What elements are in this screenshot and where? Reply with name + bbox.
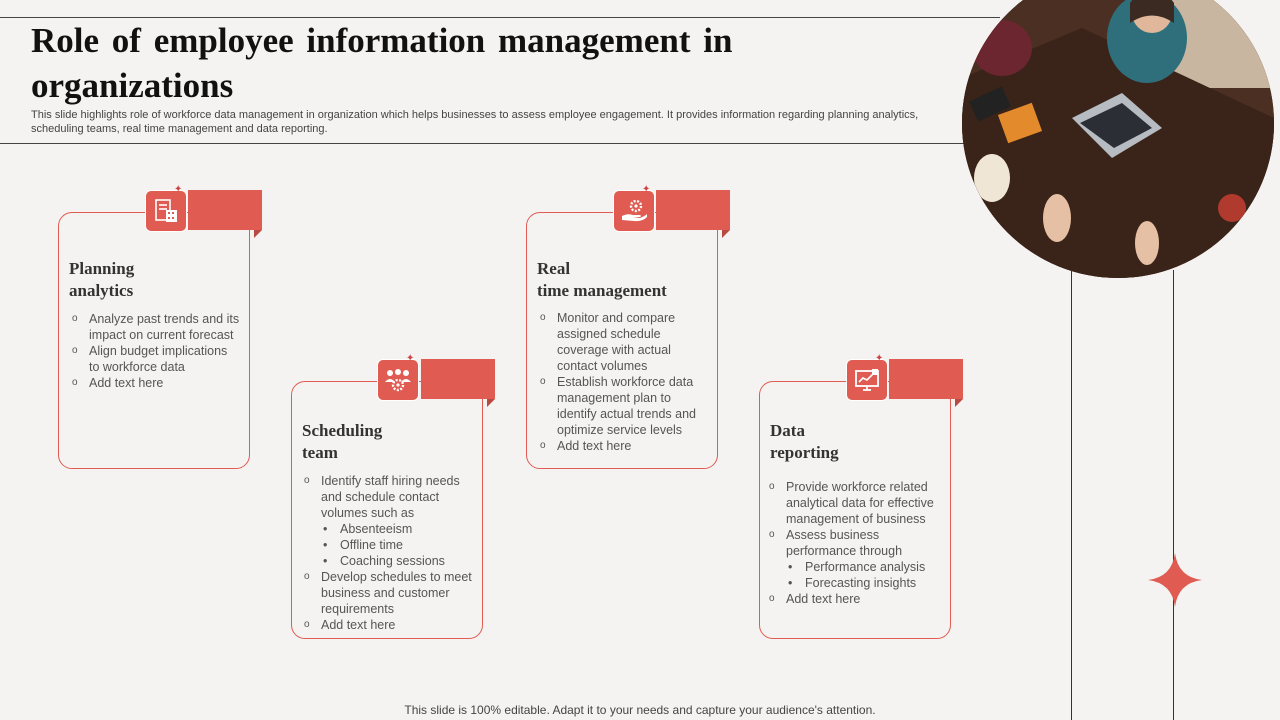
list-item: o Identify staff hiring needs and schedule contact volumes such as • Absenteeism • Offline time • Coaching sessions [302, 473, 482, 569]
card-bullets [538, 310, 710, 454]
card-icon-box [377, 359, 419, 401]
card-bullets [767, 479, 941, 607]
sparkle-icon: ✦ [406, 353, 415, 364]
card-title: Planning analytics [69, 259, 135, 300]
list-item: o Provide workforce related analytical data for effective management of business [767, 479, 941, 527]
sparkle-icon: ✦ [642, 184, 651, 195]
list-item: o Develop schedules to meet business and customer requirements [302, 569, 482, 617]
card-tab [421, 359, 495, 399]
list-item: o Add text here [70, 375, 240, 391]
divider-line-left [1071, 270, 1072, 720]
hand-gear-icon [620, 198, 648, 224]
list-item: o Monitor and compare assigned schedule coverage with actual contact volumes [538, 310, 710, 374]
sparkle-icon: ✦ [875, 353, 884, 364]
header-rule [0, 143, 1000, 144]
sparkle-icon: ✦ [174, 184, 183, 195]
card-icon-box [846, 359, 888, 401]
meeting-photo [962, 0, 1274, 278]
sub-list-item: • Coaching sessions [321, 553, 482, 569]
page-subtitle: This slide highlights role of workforce data management in organization which helps businesses to assess employee engagement. It provides information regarding planning analytics, scheduling teams, real time management and data reporting. [31, 109, 919, 135]
list-item: o Establish workforce data management plan to identify actual trends and optimize service levels [538, 374, 710, 438]
list-item: o Add text here [767, 591, 941, 607]
sub-list-item: • Offline time [321, 537, 482, 553]
list-item: o Add text here [538, 438, 710, 454]
card-bullets [70, 311, 240, 391]
list-item: o Add text here [302, 617, 482, 633]
sub-list-item: • Absenteeism [321, 521, 482, 537]
calculator-icon [153, 198, 179, 224]
card-bullets [302, 473, 482, 633]
card-tab [889, 359, 963, 399]
list-item: o Align budget implications to workforce data [70, 343, 240, 375]
card-tab [656, 190, 730, 230]
sub-bullets [321, 521, 482, 569]
divider-line-right [1173, 270, 1174, 720]
card-icon-box [145, 190, 187, 232]
card-title: Data reporting [770, 421, 839, 462]
card-title: Real time management [537, 259, 667, 300]
footer-note: This slide is 100% editable. Adapt it to your needs and capture your audience's attention. [404, 703, 876, 717]
list-item: o Assess business performance through • Performance analysis • Forecasting insights [767, 527, 941, 591]
team-gear-icon [384, 367, 412, 393]
card-title: Scheduling team [302, 421, 383, 462]
page-title: Role of employee information management in organizations [31, 21, 733, 105]
card-tab [188, 190, 262, 230]
sub-list-item: • Performance analysis [786, 559, 941, 575]
monitor-chart-icon [853, 367, 881, 393]
card-icon-box [613, 190, 655, 232]
sparkle-star-icon [1148, 553, 1202, 607]
list-item: o Analyze past trends and its impact on current forecast [70, 311, 240, 343]
sub-bullets [786, 559, 941, 591]
sub-list-item: • Forecasting insights [786, 575, 941, 591]
